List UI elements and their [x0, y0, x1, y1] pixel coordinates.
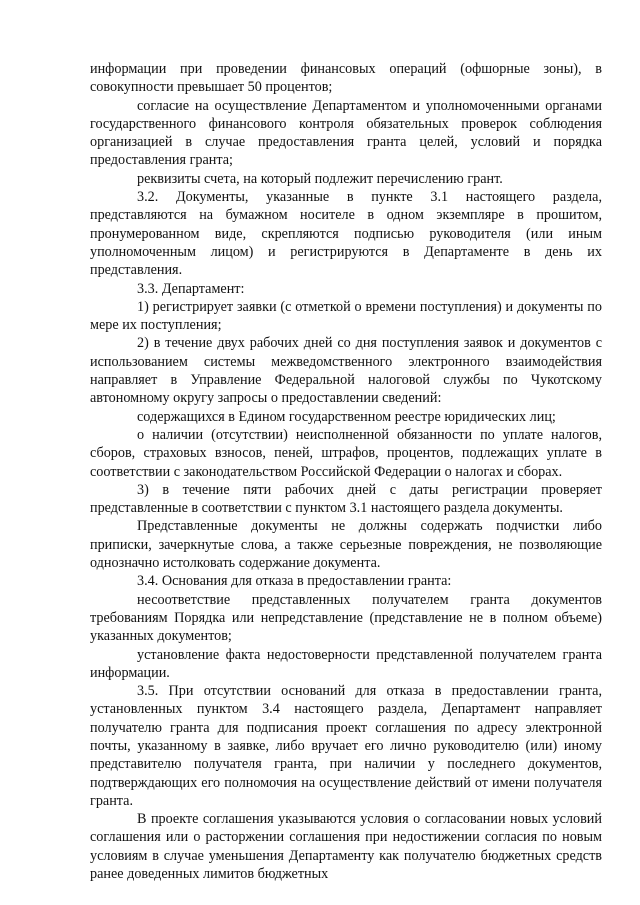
paragraph-agreement-draft: В проекте соглашения указываются условия о согласовании новых условий соглашения или о расторжении соглашения при недостижении согласия по новым условиям в случае уменьшения Департаменту как получателю бюджетных средств ранее доведенных лимитов бюджетных — [90, 811, 602, 883]
paragraph-3-5: 3.5. При отсутствии оснований для отказа в предоставлении гранта, установленных пунктом 3.4 настоящего раздела, Департамент направляет получателю гранта для подписания проект соглашения по адресу электронной почты, указанному в заявке, либо вручает его лично руководителю (или) иному представителю получателя гранта, при наличии у последнего документов, подтверждающих его полномочия на осуществление действий от имени получателя гранта. — [90, 683, 602, 809]
paragraph-tax-obligations: о наличии (отсутствии) неисполненной обязанности по уплате налогов, сборов, страховых взносов, пеней, штрафов, процентов, подлежащих уплате в соответствии с законодательством Российской Федерации о налогах и сборах. — [90, 426, 602, 480]
paragraph-refusal-nonconformity: несоответствие представленных получателем гранта документов требованиям Порядка или непредставление (представление не в полном объеме) указанных документов; — [90, 591, 602, 645]
paragraph-document-requirements: Представленные документы не должны содержать подчистки либо приписки, зачеркнутые слова, а также серьезные повреждения, не позволяющие однозначно истолковать содержание документа. — [90, 518, 602, 572]
paragraph-consent-inspections: согласие на осуществление Департаментом и уполномоченными органами государственного финансового контроля обязательных проверок соблюдения организацией в случае предоставления гранта целей, условий и порядка предоставления гранта; — [90, 97, 602, 169]
paragraph-refusal-false-info: установление факта недостоверности представленной получателем гранта информации. — [90, 646, 602, 681]
document-page — [90, 60, 602, 883]
paragraph-egrul: содержащихся в Едином государственном реестре юридических лиц; — [137, 408, 556, 425]
paragraph-offshore-info: информации при проведении финансовых операций (офшорные зоны), в совокупности превышает 50 процентов; — [90, 61, 602, 96]
paragraph-3-3-item-3: 3) в течение пяти рабочих дней с даты регистрации проверяет представленные в соответствии с пунктом 3.1 настоящего раздела документы. — [90, 481, 602, 517]
paragraph-3-3-item-2: 2) в течение двух рабочих дней со дня поступления заявок и документов с использованием системы межведомственного электронного взаимодействия направляет в Управление Федеральной налоговой службы по Чукотскому автономному округу запросы о предоставлении сведений: — [90, 335, 602, 407]
paragraph-3-2: 3.2. Документы, указанные в пункте 3.1 настоящего раздела, представляются на бумажном носителе в одном экземпляре в прошитом, пронумерованном виде, скрепляются подписью руководителя (или иным уполномоченным лицом) и регистрируются в Департаменте в день их представления. — [90, 189, 602, 279]
paragraph-3-3-item-1: 1) регистрирует заявки (с отметкой о времени поступления) и документы по мере их поступления; — [90, 298, 602, 334]
paragraph-3-4-heading: 3.4. Основания для отказа в предоставлении гранта: — [137, 573, 452, 590]
paragraph-account-details: реквизиты счета, на который подлежит перечислению грант. — [137, 170, 503, 187]
paragraph-3-3-heading: 3.3. Департамент: — [137, 280, 245, 297]
